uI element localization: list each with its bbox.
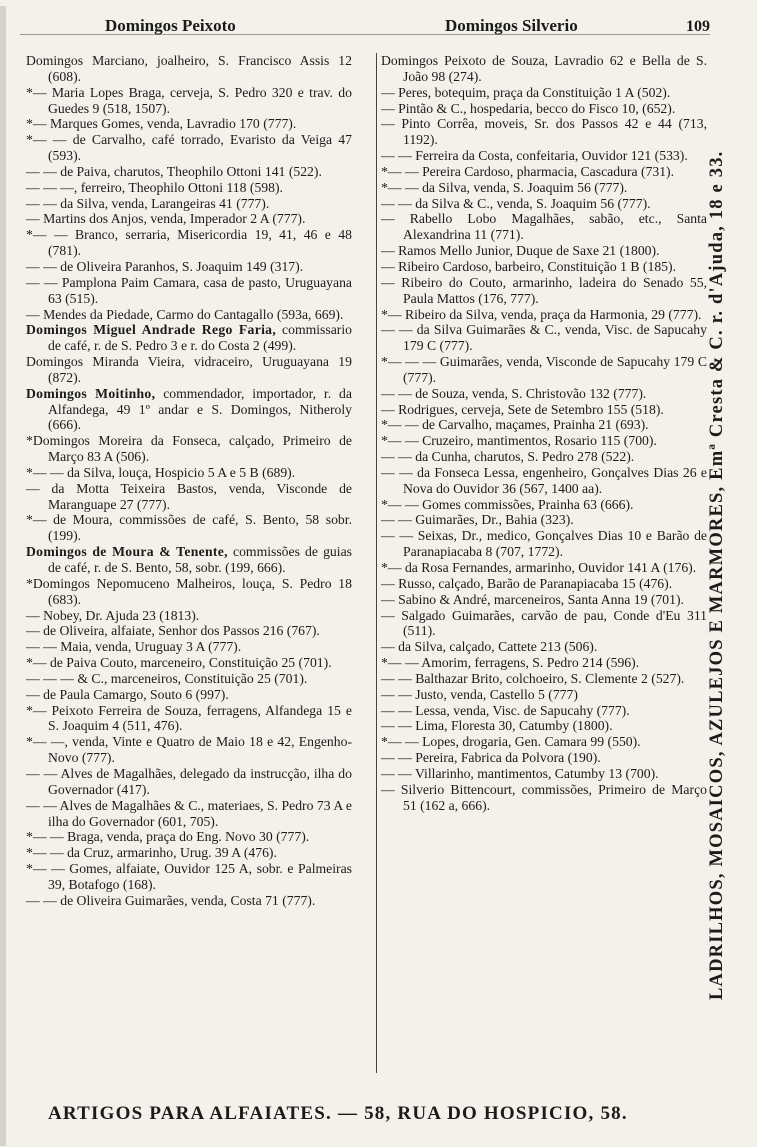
directory-entry	[26, 544, 352, 576]
entry-text: *— Maria Lopes Braga, cerveja, S. Pedro 320 e trav. do Guedes 9 (518, 1507).	[26, 84, 352, 116]
entry-text: *— — da Silva, louça, Hospicio 5 A e 5 B (689).	[26, 464, 296, 480]
directory-entry	[26, 132, 352, 164]
directory-entry	[381, 211, 707, 243]
directory-entry	[26, 85, 352, 117]
directory-entry	[381, 750, 707, 766]
directory-entry	[381, 465, 707, 497]
entry-text: — — Alves de Magalhães, delegado da instrucção, ilha do Governador (417).	[26, 765, 352, 797]
directory-entry	[381, 449, 707, 465]
entry-text: — Ribeiro do Couto, armarinho, ladeira do Senado 55, Paula Mattos (176, 777).	[381, 274, 707, 306]
directory-entry	[381, 85, 707, 101]
directory-entry	[26, 576, 352, 608]
entry-text: *— — Braga, venda, praça do Eng. Novo 30 (777).	[26, 829, 310, 845]
entry-text: — — de Souza, venda, S. Christovão 132 (777).	[381, 385, 647, 401]
entry-text: *— — Amorim, ferragens, S. Pedro 214 (596).	[381, 655, 640, 671]
entry-text: — — de Paiva, charutos, Theophilo Ottoni 141 (522).	[26, 163, 322, 179]
entry-text: — — Alves de Magalhães & C., materiaes, S. Pedro 73 A e ilha do Governador (601, 705).	[26, 797, 352, 829]
page-edge	[0, 6, 6, 1146]
directory-entry	[381, 655, 707, 671]
column-divider	[376, 53, 377, 1073]
entry-text: — Peres, botequim, praça da Constituição 1 A (502).	[381, 84, 671, 100]
directory-entry	[26, 639, 352, 655]
entry-text: — Pintão & C., hospedaria, becco do Fisco 10, (652).	[381, 100, 676, 116]
entry-text: — — Maia, venda, Uruguay 3 A (777).	[26, 639, 242, 655]
directory-entry	[26, 196, 352, 212]
entry-name: Domingos de Moura & Tenente,	[26, 544, 228, 560]
entry-text: — Ribeiro Cardoso, barbeiro, Constituição 1 B (185).	[381, 258, 676, 274]
entry-text: — — Lima, Floresta 30, Catumby (1800).	[381, 718, 613, 734]
entry-text: — — Villarinho, mantimentos, Catumby 13 (700).	[381, 765, 659, 781]
directory-entry	[26, 227, 352, 259]
entry-text: *— — Cruzeiro, mantimentos, Rosario 115 (700).	[381, 433, 657, 449]
entry-text: *Domingos Moreira da Fonseca, calçado, Primeiro de Março 83 A (506).	[26, 433, 352, 465]
directory-entry	[381, 576, 707, 592]
directory-entry	[381, 703, 707, 719]
entry-text: — — Seixas, Dr., medico, Gonçalves Dias 10 e Barão de Paranapiacaba 8 (707, 1772).	[381, 528, 707, 560]
entry-text: *Domingos Nepomuceno Malheiros, louça, S. Pedro 18 (683).	[26, 575, 352, 607]
left-column	[26, 53, 352, 909]
directory-entry	[381, 354, 707, 386]
directory-entry	[26, 465, 352, 481]
directory-entry	[26, 53, 352, 85]
directory-entry	[26, 322, 352, 354]
entry-text: *— — de Carvalho, maçames, Prainha 21 (693).	[381, 417, 649, 433]
entry-text: — Pinto Corrêa, moveis, Sr. dos Passos 42 e 44 (713, 1192).	[381, 116, 707, 148]
entry-text: — Silverio Bittencourt, commissões, Primeiro de Março 51 (162 a, 666).	[381, 781, 707, 813]
entry-text: *— — Gomes commissões, Prainha 63 (666).	[381, 496, 634, 512]
entry-text: — — Lessa, venda, Visc. de Sapucahy (777).	[381, 702, 630, 718]
directory-entry	[26, 116, 352, 132]
directory-entry	[381, 307, 707, 323]
entry-text: — Martins dos Anjos, venda, Imperador 2 A (777).	[26, 211, 306, 227]
directory-entry	[26, 608, 352, 624]
directory-entry	[26, 164, 352, 180]
directory-entry	[26, 845, 352, 861]
entry-text: *— — de Carvalho, café torrado, Evaristo da Veiga 47 (593).	[26, 132, 352, 164]
entry-text: — Rodrigues, cerveja, Sete de Setembro 155 (518).	[381, 401, 664, 417]
directory-entry	[26, 734, 352, 766]
directory-entry	[26, 180, 352, 196]
entry-text: *— — da Silva, venda, S. Joaquim 56 (777).	[381, 179, 628, 195]
entry-text: — — Guimarães, Dr., Bahia (323).	[381, 512, 574, 528]
directory-entry	[381, 116, 707, 148]
entry-text: — — da Cunha, charutos, S. Pedro 278 (522).	[381, 449, 635, 465]
directory-entry	[26, 655, 352, 671]
directory-entry	[381, 639, 707, 655]
entry-text: *— Marques Gomes, venda, Lavradio 170 (777).	[26, 116, 297, 132]
entry-text: — — da Silva Guimarães & C., venda, Visc. de Sapucahy 179 C (777).	[381, 322, 707, 354]
directory-entry	[381, 528, 707, 560]
directory-entry	[26, 766, 352, 798]
entry-text: *— — Branco, serraria, Misericordia 19, 41, 46 e 48 (781).	[26, 227, 352, 259]
directory-entry	[26, 687, 352, 703]
entry-text: — de Paula Camargo, Souto 6 (997).	[26, 686, 229, 702]
entry-text: — Nobey, Dr. Ajuda 23 (1813).	[26, 607, 200, 623]
entry-text: — — Justo, venda, Castello 5 (777)	[381, 686, 578, 702]
entry-text: — Sabino & André, marceneiros, Santa Anna 19 (701).	[381, 591, 684, 607]
entry-text: commissões de guias de café, r. de S. Bento, 58, sobr. (199, 666).	[48, 544, 352, 575]
entry-text: *— — Gomes, alfaiate, Ouvidor 125 A, sobr. e Palmeiras 39, Botafogo (168).	[26, 861, 352, 892]
page-header	[20, 8, 710, 35]
page-number: 109	[686, 18, 710, 35]
directory-entry	[381, 322, 707, 354]
entry-text: — — —, ferreiro, Theophilo Ottoni 118 (598).	[26, 179, 283, 195]
directory-entry	[381, 608, 707, 640]
directory-entry	[26, 829, 352, 845]
entry-text: *— Ribeiro da Silva, venda, praça da Harmonia, 29 (777).	[381, 306, 702, 322]
directory-entry	[381, 766, 707, 782]
directory-entry	[381, 402, 707, 418]
directory-entry	[381, 560, 707, 576]
directory-entry	[26, 433, 352, 465]
entry-text: *— — — Guimarães, venda, Visconde de Sapucahy 179 C (777).	[381, 354, 707, 385]
entry-text: — de Oliveira, alfaiate, Senhor dos Passos 216 (767).	[26, 623, 320, 639]
directory-entry	[381, 497, 707, 513]
directory-entry	[381, 718, 707, 734]
directory-entry	[381, 180, 707, 196]
directory-entry	[381, 243, 707, 259]
entry-text: — — Ferreira da Costa, confeitaria, Ouvidor 121 (533).	[381, 148, 688, 164]
entry-text: — — Balthazar Brito, colchoeiro, S. Clemente 2 (527).	[381, 670, 685, 686]
directory-entry	[381, 734, 707, 750]
footer-advertisement: ARTIGOS PARA ALFAIATES. — 58, RUA DO HOSPICIO, 58.	[48, 1103, 628, 1124]
directory-entry	[26, 512, 352, 544]
directory-entry	[381, 417, 707, 433]
directory-entry	[26, 671, 352, 687]
entry-text: — da Motta Teixeira Bastos, venda, Visconde de Maranguape 27 (777).	[26, 480, 352, 512]
directory-entry	[26, 307, 352, 323]
entry-text: *— —, venda, Vinte e Quatro de Maio 18 e 42, Engenho-Novo (777).	[26, 734, 352, 766]
entry-text: — — — & C., marceneiros, Constituição 25 (701).	[26, 670, 308, 686]
entry-text: — — da Fonseca Lessa, engenheiro, Gonçalves Dias 26 e Nova do Ouvidor 36 (567, 1400 aa).	[381, 464, 707, 496]
directory-entry	[26, 861, 352, 893]
directory-entry	[381, 259, 707, 275]
directory-entry	[381, 782, 707, 814]
directory-entry	[381, 164, 707, 180]
entry-name: Domingos Moitinho,	[26, 385, 156, 401]
directory-entry	[381, 687, 707, 703]
directory-entry	[26, 798, 352, 830]
entry-text: *— de Moura, commissões de café, S. Bento, 58 sobr. (199).	[26, 512, 352, 544]
entry-text: — Mendes da Piedade, Carmo do Cantagallo (593a, 669).	[26, 306, 344, 322]
directory-entry	[26, 703, 352, 735]
running-head-right: Domingos Silverio	[445, 16, 578, 35]
entry-text: *— — da Cruz, armarinho, Urug. 39 A (476).	[26, 845, 277, 861]
directory-entry	[381, 592, 707, 608]
directory-entry	[381, 101, 707, 117]
entry-text: Domingos Peixoto de Souza, Lavradio 62 e Bella de S. João 98 (274).	[381, 53, 707, 84]
directory-entry	[381, 433, 707, 449]
entry-text: *— Peixoto Ferreira de Souza, ferragens, Alfandega 15 e S. Joaquim 4 (511, 476).	[26, 702, 352, 734]
directory-entry	[381, 386, 707, 402]
directory-entry	[381, 196, 707, 212]
directory-entry	[26, 481, 352, 513]
entry-text: *— de Paiva Couto, marceneiro, Constituição 25 (701).	[26, 655, 332, 671]
directory-entry	[26, 211, 352, 227]
entry-text: — Salgado Guimarães, carvão de pau, Conde d'Eu 311 (511).	[381, 607, 707, 639]
entry-text: — da Silva, calçado, Cattete 213 (506).	[381, 639, 598, 655]
directory-entry	[381, 53, 707, 85]
entry-text: — — Pereira, Fabrica da Polvora (190).	[381, 750, 601, 766]
entry-text: — — da Silva, venda, Larangeiras 41 (777).	[26, 195, 270, 211]
directory-entry	[381, 275, 707, 307]
entry-text: commissario de café, r. de S. Pedro 3 e r. do Costa 2 (499).	[48, 322, 352, 354]
entry-text: Domingos Miranda Vieira, vidraceiro, Uruguayana 19 (872).	[26, 354, 352, 385]
entry-text: *— — Lopes, drogaria, Gen. Camara 99 (550).	[381, 734, 641, 750]
entry-text: — Russo, calçado, Barão de Paranapiacaba 15 (476).	[381, 575, 673, 591]
entry-text: — Ramos Mello Junior, Duque de Saxe 21 (1800).	[381, 243, 660, 259]
entry-text: *— da Rosa Fernandes, armarinho, Ouvidor 141 A (176).	[381, 560, 697, 575]
entry-text: commendador, importador, r. da Alfandega, 49 1º andar e S. Domingos, Nitheroly (666).	[48, 385, 352, 433]
entry-text: — — de Oliveira Guimarães, venda, Costa 71 (777).	[26, 892, 316, 908]
directory-entry	[26, 386, 352, 434]
running-head-left: Domingos Peixoto	[105, 16, 236, 35]
entry-text: — — da Silva & C., venda, S. Joaquim 56 (777).	[381, 195, 651, 211]
directory-entry	[26, 259, 352, 275]
entry-text: — Rabello Lobo Magalhães, sabão, etc., Santa Alexandrina 11 (771).	[381, 211, 707, 243]
directory-entry	[381, 671, 707, 687]
directory-entry	[26, 354, 352, 386]
directory-entry	[26, 275, 352, 307]
directory-entry	[381, 148, 707, 164]
directory-entry	[381, 512, 707, 528]
entry-text: *— — Pereira Cardoso, pharmacia, Cascadura (731).	[381, 163, 675, 179]
entry-text: Domingos Marciano, joalheiro, S. Francisco Assis 12 (608).	[26, 53, 352, 84]
entry-name: Domingos Miguel Andrade Rego Faria,	[26, 322, 277, 338]
entry-text: — — de Oliveira Paranhos, S. Joaquim 149 (317).	[26, 258, 304, 274]
entry-text: — — Pamplona Paim Camara, casa de pasto, Uruguayana 63 (515).	[26, 274, 352, 306]
directory-entry	[26, 893, 352, 909]
directory-entry	[26, 623, 352, 639]
right-column	[381, 53, 707, 814]
side-advertisement: LADRILHOS, MOSAICOS, AZULEJOS E MARMORES, Emª Cresta & C. r. d'Ajuda, 18 e 33.	[707, 150, 727, 1000]
